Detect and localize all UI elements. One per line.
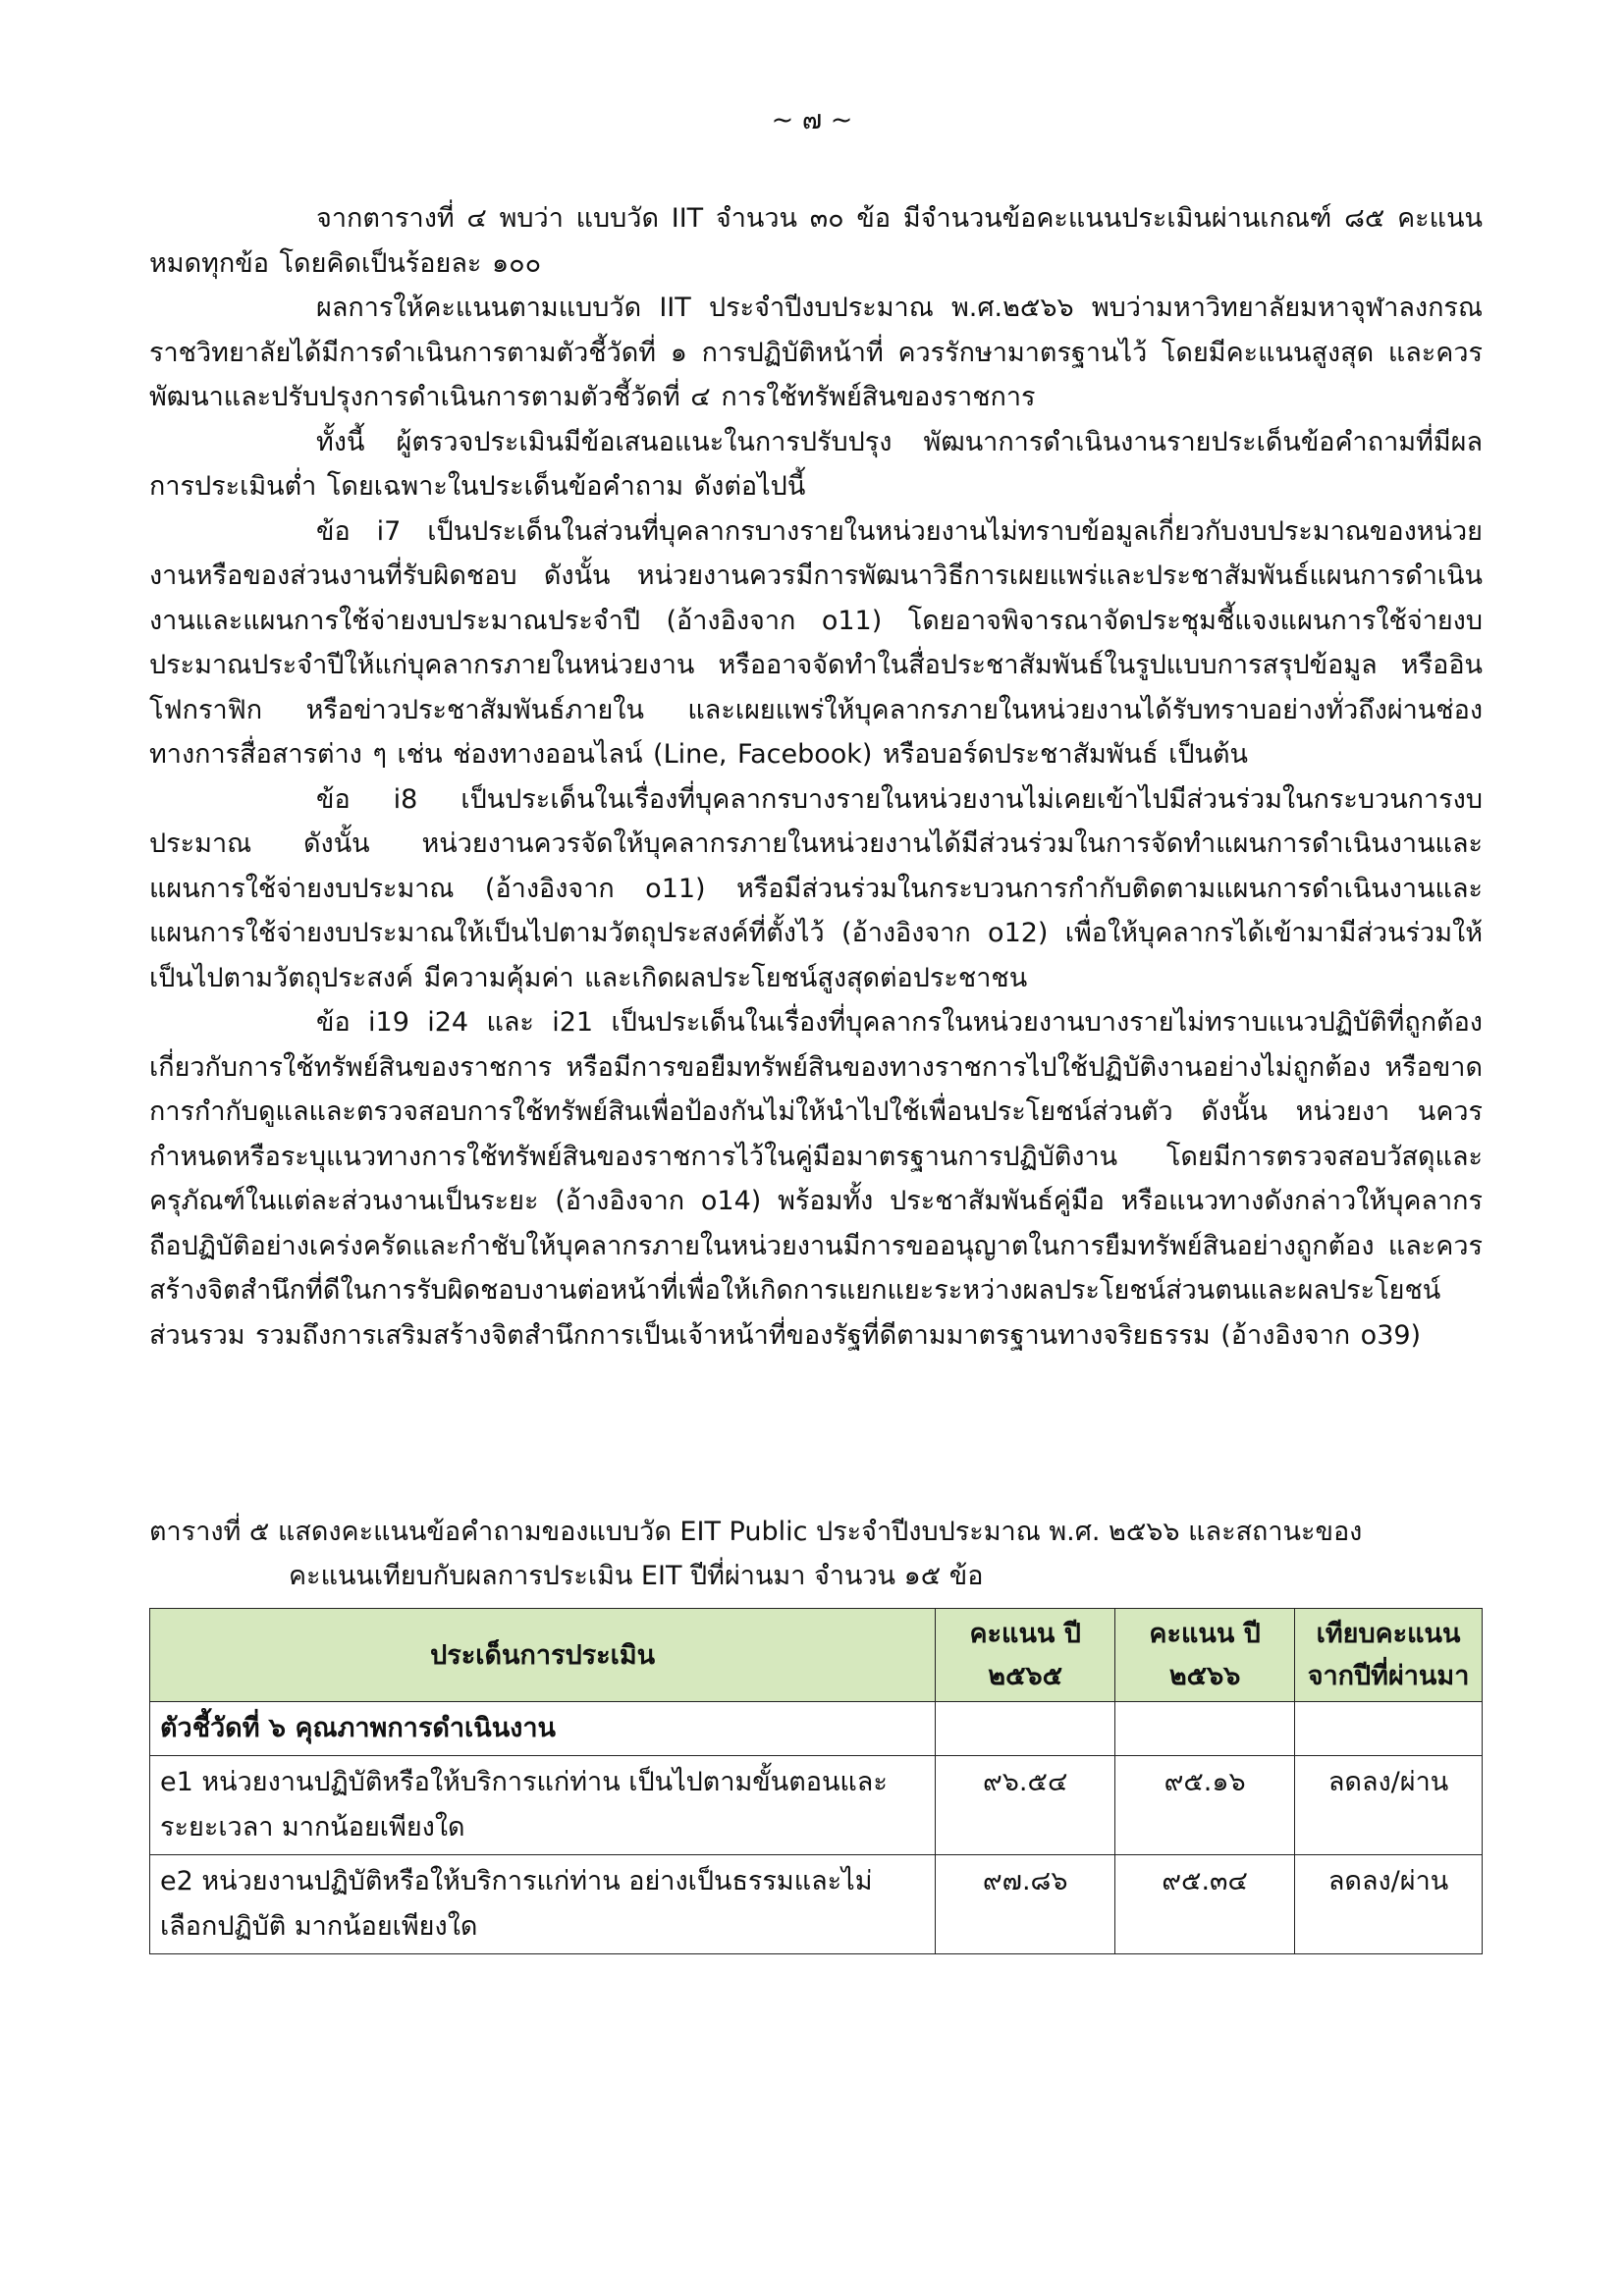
row-issue: e1 หน่วยงานปฏิบัติหรือให้บริการแก่ท่าน เป็นไปตามขั้นตอนและระยะเวลา มากน้อยเพียงใด: [150, 1756, 936, 1855]
indicator-empty-cell: [1115, 1702, 1295, 1756]
header-score-2566: คะแนน ปี ๒๕๖๖: [1115, 1609, 1295, 1702]
row-compare: ลดลง/ผ่าน: [1295, 1756, 1483, 1855]
paragraph-iit-summary: จากตารางที่ ๔ พบว่า แบบวัด IIT จำนวน ๓๐ ข้อ มีจำนวนข้อคะแนนประเมินผ่านเกณฑ์ ๘๕ คะแนน หมดทุกข้อ โดยคิดเป็นร้อยละ ๑๐๐: [149, 203, 1483, 279]
eit-score-table: [149, 1608, 1483, 1954]
page-number: ~ ๗ ~: [771, 105, 853, 135]
paragraph-i8: ข้อ i8 เป็นประเด็นในเรื่องที่บุคลากรบางรายในหน่วยงานไม่เคยเข้าไปมีส่วนร่วมในกระบวนการงบประมาณ ดังนั้น หน่วยงานควรจัดให้บุคลากรภายในหน่วยงานได้มีส่วนร่วมในการจัดทำแผนการดำเนินงานและแผนการใช้จ่ายงบประมาณ (อ้างอิงจาก o11) หรือมีส่วนร่วมในกระบวนการกำกับติดตามแผนการดำเนินงานและแผนการใช้จ่ายงบประมาณให้เป็นไปตามวัตถุประสงค์ที่ตั้งไว้ (อ้างอิงจาก o12) เพื่อให้บุคลากรได้เข้ามามีส่วนร่วมให้เป็นไปตามวัตถุประสงค์ มีความคุ้มค่า และเกิดผลประโยชน์สูงสุดต่อประชาชน: [149, 783, 1483, 993]
indicator-empty-cell: [1295, 1702, 1483, 1756]
header-compare: เทียบคะแนนจากปีที่ผ่านมา: [1295, 1609, 1483, 1702]
header-score-2565: คะแนน ปี ๒๕๖๕: [936, 1609, 1115, 1702]
header-issue: ประเด็นการประเมิน: [150, 1609, 936, 1702]
paragraph-recommendation-intro: ทั้งนี้ ผู้ตรวจประเมินมีข้อเสนอแนะในการปรับปรุง พัฒนาการดำเนินงานรายประเด็นข้อคำถามที่มีผลการประเมินต่ำ โดยเฉพาะในประเด็นข้อคำถาม ดังต่อไปนี้: [149, 426, 1483, 502]
table-row: [150, 1855, 1483, 1954]
paragraph-i7: ข้อ i7 เป็นประเด็นในส่วนที่บุคลากรบางรายในหน่วยงานไม่ทราบข้อมูลเกี่ยวกับงบประมาณของหน่วยงานหรือของส่วนงานที่รับผิดชอบ ดังนั้น หน่วยงานควรมีการพัฒนาวิธีการเผยแพร่และประชาสัมพันธ์แผนการดำเนินงานและแผนการใช้จ่ายงบประมาณประจำปี (อ้างอิงจาก o11) โดยอาจพิจารณาจัดประชุมชี้แจงแผนการใช้จ่ายงบประมาณประจำปีให้แก่บุคลากรภายในหน่วยงาน หรืออาจจัดทำในสื่อประชาสัมพันธ์ในรูปแบบการสรุปข้อมูล หรืออินโฟกราฟิก หรือข่าวประชาสัมพันธ์ภายใน และเผยแพร่ให้บุคลากรภายในหน่วยงานได้รับทราบอย่างทั่วถึงผ่านช่องทางการสื่อสารต่าง ๆ เช่น ช่องทางออนไลน์ (Line, Facebook) หรือบอร์ดประชาสัมพันธ์ เป็นต้น: [149, 515, 1483, 770]
table-caption-line2: คะแนนเทียบกับผลการประเมิน EIT ปีที่ผ่านมา จำนวน ๑๕ ข้อ: [289, 1561, 984, 1591]
table-header-row: [150, 1609, 1483, 1702]
row-score-2566: ๙๕.๓๔: [1115, 1855, 1295, 1954]
row-score-2565: ๙๗.๘๖: [936, 1855, 1115, 1954]
row-score-2566: ๙๕.๑๖: [1115, 1756, 1295, 1855]
row-score-2565: ๙๖.๕๔: [936, 1756, 1115, 1855]
table-caption-line1: ตารางที่ ๕ แสดงคะแนนข้อคำถามของแบบวัด EIT Public ประจำปีงบประมาณ พ.ศ. ๒๕๖๖ และสถานะของ: [149, 1517, 1363, 1547]
paragraph-i19-i24-i21: ข้อ i19 i24 และ i21 เป็นประเด็นในเรื่องที่บุคลากรในหน่วยงานบางรายไม่ทราบแนวปฏิบัติที่ถูกต้องเกี่ยวกับการใช้ทรัพย์สินของราชการ หรือมีการขอยืมทรัพย์สินของทางราชการไปใช้ปฏิบัติงานอย่างไม่ถูกต้อง หรือขาดการกำกับดูแลและตรวจสอบการใช้ทรัพย์สินเพื่อป้องกันไม่ให้นำไปใช้เพื่อนประโยชน์ส่วนตัว ดังนั้น หน่วยงา นควรกำหนดหรือระบุแนวทางการใช้ทรัพย์สินของราชการไว้ในคู่มือมาตรฐานการปฏิบัติงาน โดยมีการตรวจสอบวัสดุและครุภัณฑ์ในแต่ละส่วนงานเป็นระยะ (อ้างอิงจาก o14) พร้อมทั้ง ประชาสัมพันธ์คู่มือ หรือแนวทางดังกล่าวให้บุคลากรถือปฏิบัติอย่างเคร่งครัดและกำชับให้บุคลากรภายในหน่วยงานมีการขออนุญาตในการยืมทรัพย์สินอย่างถูกต้อง และควรสร้างจิตสำนึกที่ดีในการรับผิดชอบงานต่อหน้าที่เพื่อให้เกิดการแยกแยะระหว่างผลประโยชน์ส่วนตนและผลประโยชน์ส่วนรวม รวมถึงการเสริมสร้างจิตสำนึกการเป็นเจ้าหน้าที่ของรัฐที่ดีตามมาตรฐานทางจริยธรรม (อ้างอิงจาก o39): [149, 1007, 1483, 1351]
indicator-empty-cell: [936, 1702, 1115, 1756]
paragraph-iit-result: ผลการให้คะแนนตามแบบวัด IIT ประจำปีงบประมาณ พ.ศ.๒๕๖๖ พบว่ามหาวิทยาลัยมหาจุฬาลงกรณราชวิทยาลัยได้มีการดำเนินการตามตัวชี้วัดที่ ๑ การปฏิบัติหน้าที่ ควรรักษามาตรฐานไว้ โดยมีคะแนนสูงสุด และควรพัฒนาและปรับปรุงการดำเนินการตามตัวชี้วัดที่ ๔ การใช้ทรัพย์สินของราชการ: [149, 293, 1483, 412]
row-compare: ลดลง/ผ่าน: [1295, 1855, 1483, 1954]
indicator-label: ตัวชี้วัดที่ ๖ คุณภาพการดำเนินงาน: [150, 1702, 936, 1756]
row-issue: e2 หน่วยงานปฏิบัติหรือให้บริการแก่ท่าน อย่างเป็นธรรมและไม่เลือกปฏิบัติ มากน้อยเพียงใด: [150, 1855, 936, 1954]
indicator-row: [150, 1702, 1483, 1756]
table-caption: [149, 1510, 1483, 1598]
body-text: [149, 196, 1483, 1358]
table-row: [150, 1756, 1483, 1855]
